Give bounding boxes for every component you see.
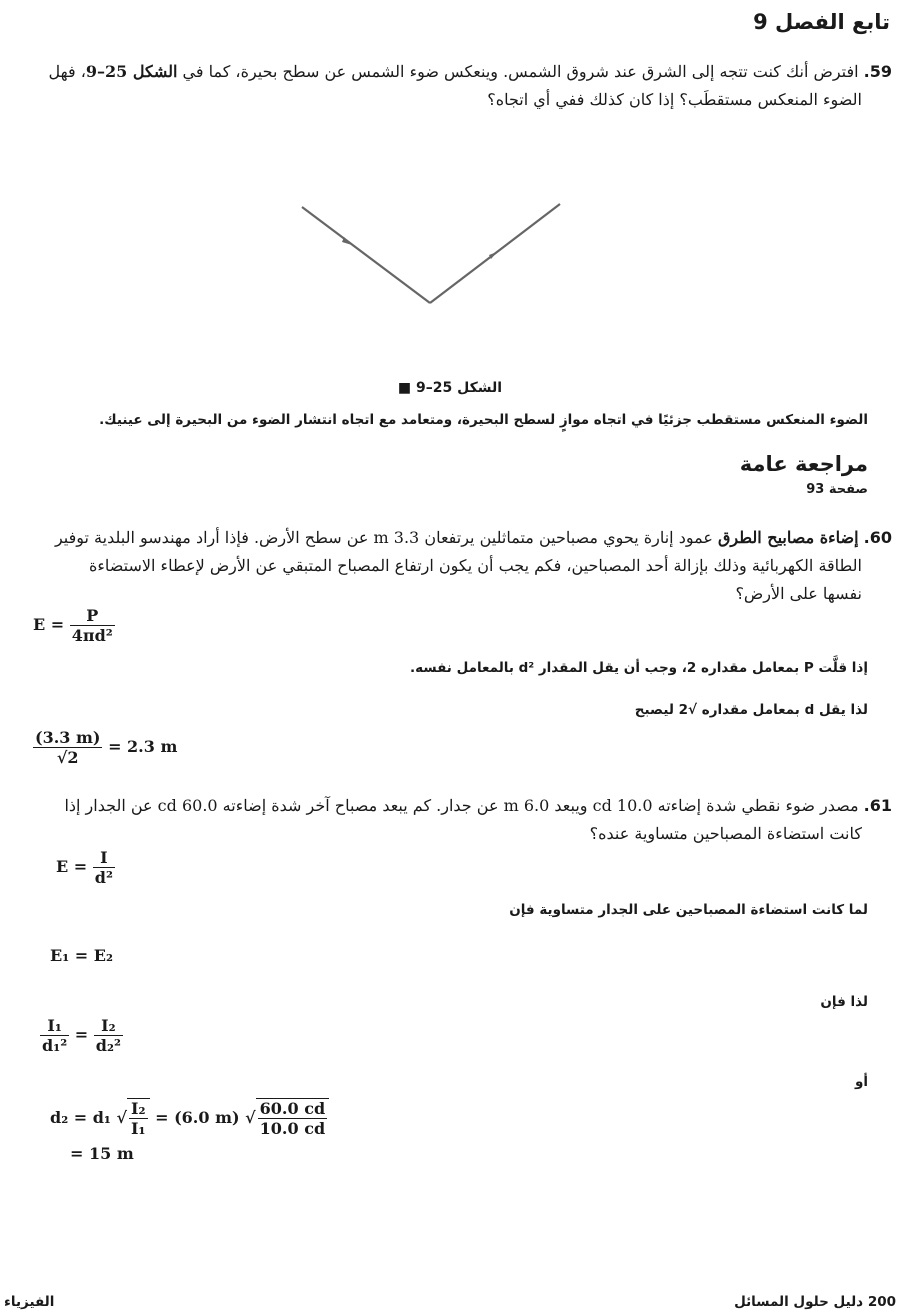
equation-new-height: $\frac{(3.3 m)}{√2}$ = 2.3 m — [35, 728, 178, 767]
figure-reference: الشكل 25–9 — [85, 62, 178, 81]
note-therefore: لذا فإن — [820, 994, 868, 1010]
equation-ratio: $\frac{\text{I₁}}{\text{d₁²}}$ = $\frac{\text{I₂}}{\text{d₂²}}$ — [42, 1016, 121, 1055]
incident-ray — [302, 207, 430, 303]
footer-page: 200 دليل حلول المسائل — [734, 1294, 896, 1310]
square-bullet-icon: ■ — [397, 380, 412, 396]
note-or: أو — [854, 1074, 868, 1090]
figure-caption: الضوء المنعكس مستقطب جزئيًا في اتجاه موازٍ لسطح البحيرة، ومتعامد مع اتجاه انتشار الضوء من البحيرة إلى عينيك. — [99, 412, 868, 428]
equation-result: = 15 m — [70, 1144, 134, 1163]
question-number: 59. — [863, 62, 892, 81]
question-59-line1: 59. افترض أنك كنت تتجه إلى الشرق عند شروق الشمس. وينعكس ضوء الشمس عن سطح بحيرة، كما في الشكل 25–9، فهل — [48, 62, 892, 81]
question-61: 61. مصدر ضوء نقطي شدة إضاءته 10.0 cd ويبعد 6.0 m عن جدار. كم يبعد مصباح آخر شدة إضاءته 60.0 cd عن الجدار إذا كانت استضاءة المصباحين متساوية عنده؟ — [64, 796, 892, 843]
section-page-ref: صفحة 93 — [806, 482, 868, 497]
footer-subject: الفيزياء — [4, 1294, 55, 1310]
section-title: مراجعة عامة — [739, 452, 868, 476]
note-reduce-factor: إذا قلَّت P بمعامل مقداره 2، وجب أن يقل المقدار d² بالمعامل نفسه. — [410, 660, 868, 676]
question-60: 60. إضاءة مصابيح الطرق عمود إنارة يحوي مصباحين متماثلين يرتفعان 3.3 m عن سطح الأرض. فإذا أراد مهندسو البلدية توفير الطاقة الكهربائية وذلك بإزالة أحد المصباحين، فكم يجب أن يكون ارتفاع المصباح المتبقي عن الأرض لإعطاء الاستضاءة نفسها على الأرض؟ — [54, 528, 892, 603]
equation-illuminance-intensity: E = $\frac{I}{\text{d²}}$ — [56, 848, 113, 887]
reflection-figure — [290, 195, 570, 315]
note-equal-illuminance: لما كانت استضاءة المصباحين على الجدار متساوية فإن — [509, 902, 868, 918]
equation-distance: d₂ = d₁ √ $\frac{\text{I₂}}{\text{I₁}}$ = (6.0 m) √ $\frac{60.0 cd}{10.0 cd}$ — [50, 1098, 329, 1138]
question-number: 60. — [863, 528, 892, 547]
equation-illuminance-power: E = $\frac{P}{\text{4πd²}}$ — [33, 606, 113, 645]
equation-equal: E₁ = E₂ — [50, 946, 113, 965]
figure-title: الشكل 25–9 ■ — [397, 380, 503, 396]
question-59 — [0, 58, 892, 114]
note-sqrt-factor: لذا يقل d بمعامل مقداره √2 ليصبح — [634, 702, 868, 718]
question-number: 61. — [863, 796, 892, 815]
chapter-heading: تابع الفصل 9 — [753, 10, 890, 34]
question-term: إضاءة مصابيح الطرق — [717, 528, 859, 547]
question-59-line2: الضوء المنعكس مستقطَب؟ إذا كان كذلك ففي أي اتجاه؟ — [487, 90, 862, 109]
